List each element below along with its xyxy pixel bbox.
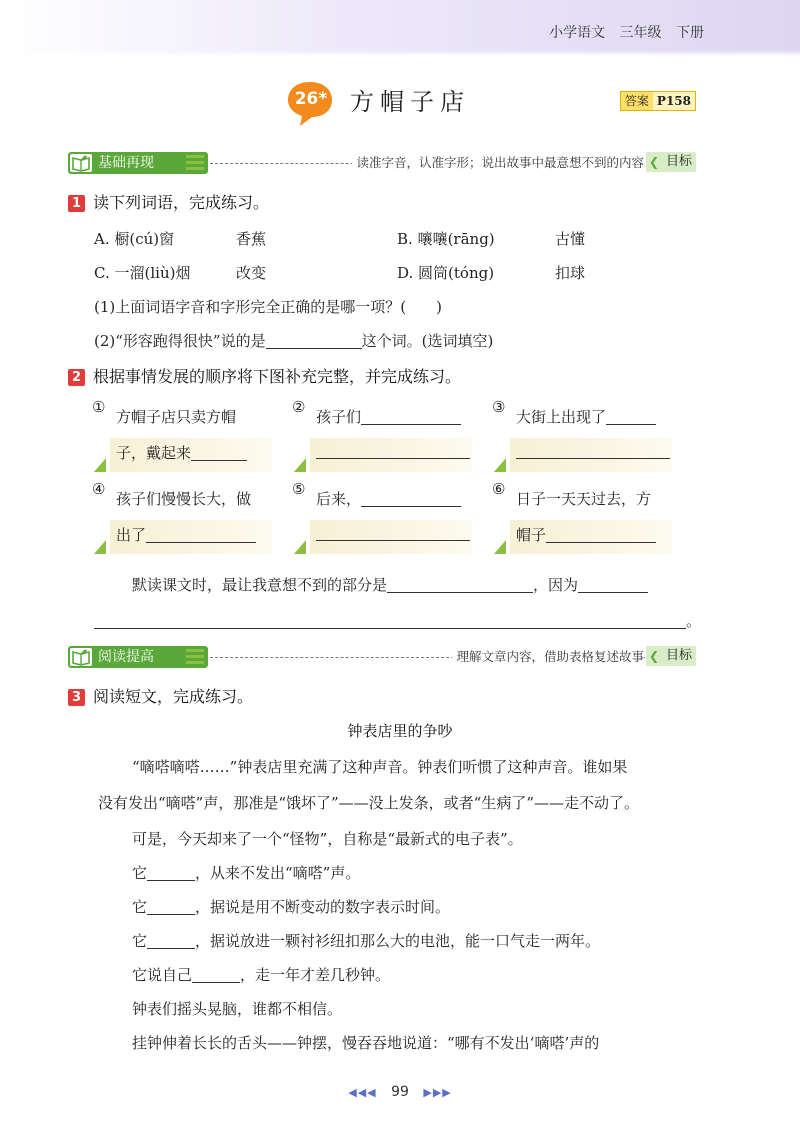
step-text: 大街上出现了 <box>516 406 656 427</box>
story-box-6 <box>492 480 672 558</box>
step-text-2 <box>316 524 470 542</box>
answer-blank[interactable] <box>387 576 533 593</box>
option-word: 一溜(liù)烟 <box>114 264 191 282</box>
pencil-tip-icon <box>94 458 106 472</box>
answer-blank[interactable] <box>578 576 648 593</box>
option-word: 橱(cú)窗 <box>114 230 175 248</box>
lesson-title: 方帽子店 <box>350 88 470 116</box>
answer-reference[interactable] <box>620 91 696 111</box>
answer-blank[interactable] <box>516 442 670 459</box>
step-text: 日子一天天过去，方 <box>516 490 652 508</box>
goal-tag <box>646 646 696 666</box>
grade-label: 三年级 <box>619 25 662 41</box>
step-text-2 <box>516 442 670 460</box>
step-text: 孩子们 <box>316 406 461 427</box>
answer-blank[interactable] <box>147 864 195 881</box>
q2-followup <box>132 574 648 595</box>
chevron-left-icon: ❮ <box>649 155 660 169</box>
answer-blank[interactable] <box>191 444 247 461</box>
step-number: ⑤ <box>292 480 306 498</box>
step-number: ① <box>92 398 106 416</box>
story-box-1 <box>92 398 272 476</box>
paragraph-6: 它说自己 ，走一年才差几秒钟。 <box>132 966 391 984</box>
answer-blank[interactable] <box>147 932 195 949</box>
answer-blank[interactable] <box>546 526 656 543</box>
paragraph-1-line-1: “嘀嗒嘀嗒……”钟表店里充满了这种声音。钟表们听惯了这种声音。谁如果 <box>132 758 628 776</box>
story-box-2 <box>292 398 472 476</box>
step-text: 后来， <box>316 488 461 509</box>
paragraph-2: 可是，今天却来了一个“怪物”，自称是“最新式的电子表”。 <box>132 830 523 848</box>
q2-followup-line2 <box>94 610 701 631</box>
answer-blank[interactable] <box>361 490 461 507</box>
answer-blank[interactable] <box>361 408 461 425</box>
step-text-2: 出了 <box>116 524 256 545</box>
step-number: ④ <box>92 480 106 498</box>
section-bar-basics <box>68 152 696 176</box>
option-word: 圆筒(tóng) <box>418 264 495 282</box>
sub-question-2-suffix: 这个词。(选词填空) <box>361 332 494 350</box>
answer-page: P158 <box>653 92 695 110</box>
section-goal: 读准字音，认准字形；说出故事中最意想不到的内容 <box>352 153 644 173</box>
pencil-tip-icon <box>294 540 306 554</box>
stripe-decoration <box>186 646 206 668</box>
chevron-left-icon: ❮ <box>649 649 660 663</box>
option-b <box>397 228 495 249</box>
step-text: 方帽子店只卖方帽 <box>116 408 237 426</box>
book-info <box>549 22 704 42</box>
goal-tag <box>646 152 696 172</box>
story-box-3 <box>492 398 672 476</box>
step-number: ③ <box>492 398 506 416</box>
question-1-heading <box>68 190 269 213</box>
step-text-2: 帽子 <box>516 524 656 545</box>
option-label: C. <box>94 264 110 282</box>
prev-arrows-icon: ◀◀◀ <box>348 1086 377 1099</box>
question-3-heading <box>68 684 253 707</box>
answer-blank[interactable] <box>606 408 656 425</box>
pencil-tip-icon <box>94 540 106 554</box>
followup-suffix: ，因为 <box>533 576 579 594</box>
story-box-4 <box>92 480 272 558</box>
option-label: B. <box>397 230 413 248</box>
paragraph-3: 它 ，从来不发出“嘀嗒”声。 <box>132 864 361 882</box>
answer-blank[interactable] <box>266 332 362 349</box>
answer-blank[interactable] <box>192 966 240 983</box>
question-number: 2 <box>68 369 85 386</box>
option-d-word2: 扣球 <box>555 264 586 282</box>
paragraph-7: 钟表们摇头晃脑，谁都不相信。 <box>132 1000 343 1018</box>
option-label: D. <box>397 264 414 282</box>
answer-blank[interactable] <box>147 898 195 915</box>
pencil-tip-icon <box>294 458 306 472</box>
step-text-2 <box>316 442 470 460</box>
next-arrows-icon: ▶▶▶ <box>423 1086 452 1099</box>
paragraph-1-line-2: 没有发出“嘀嗒”声，那准是“饿坏了”——没上发条，或者“生病了”——走不动了。 <box>98 794 640 812</box>
paragraph-5: 它 ，据说放进一颗衬衫纽扣那么大的电池，能一口气走一两年。 <box>132 932 601 950</box>
paragraph-4: 它 ，据说是用不断变动的数字表示时间。 <box>132 898 451 916</box>
section-name: 阅读提高 <box>98 649 154 665</box>
sub-question-2-text: (2)“形容跑得很快”说的是 <box>94 332 266 350</box>
sub-question-2 <box>94 330 493 351</box>
step-text: 孩子们慢慢长大，做 <box>116 490 252 508</box>
step-text-2: 子，戴起来 <box>116 442 247 463</box>
lesson-number-badge <box>286 80 334 120</box>
book-leaf-icon <box>70 648 92 666</box>
question-prompt: 根据事情发展的顺序将下图补充完整，并完成练习。 <box>93 367 462 386</box>
page-footer <box>0 1084 800 1100</box>
option-c <box>94 262 190 283</box>
period: 。 <box>686 612 702 630</box>
stripe-decoration <box>186 152 206 174</box>
story-box-5 <box>292 480 472 558</box>
step-number: ② <box>292 398 306 416</box>
paragraph-8: 挂钟伸着长长的舌头——钟摆，慢吞吞地说道：“哪有不发出‘嘀嗒’声的 <box>132 1034 600 1052</box>
option-label: A. <box>94 230 110 248</box>
page-number: 99 <box>391 1084 409 1100</box>
answer-label: 答案 <box>624 94 649 108</box>
subject-label: 小学语文 <box>549 25 606 41</box>
answer-blank[interactable] <box>316 442 470 459</box>
question-number: 1 <box>68 195 85 212</box>
option-word: 嚷嚷(rāng) <box>417 230 495 248</box>
step-number: ⑥ <box>492 480 506 498</box>
question-number: 3 <box>68 689 85 706</box>
option-d <box>397 262 494 283</box>
question-prompt: 读下列词语，完成练习。 <box>93 193 270 212</box>
answer-blank[interactable] <box>94 612 686 629</box>
goal-label: 目标 <box>665 154 692 169</box>
lesson-number: 26* <box>294 89 328 109</box>
option-c-word2: 改变 <box>236 264 267 282</box>
pencil-tip-icon <box>494 458 506 472</box>
sub-question-1: (1)上面词语字音和字形完全正确的是哪一项？( ) <box>94 298 442 316</box>
option-b-word2: 古懂 <box>555 230 586 248</box>
goal-label: 目标 <box>665 648 692 663</box>
answer-blank[interactable] <box>316 524 470 541</box>
option-a-word2: 香蕉 <box>236 230 267 248</box>
answer-blank[interactable] <box>146 526 256 543</box>
followup-text: 默读课文时，最让我意想不到的部分是 <box>132 576 388 594</box>
question-prompt: 阅读短文，完成练习。 <box>93 687 254 706</box>
section-goal: 理解文章内容，借助表格复述故事 <box>452 647 644 667</box>
pencil-tip-icon <box>494 540 506 554</box>
question-2-heading <box>68 364 461 387</box>
book-leaf-icon <box>70 154 92 172</box>
section-bar-reading <box>68 646 696 670</box>
option-a <box>94 228 174 249</box>
term-label: 下册 <box>676 25 704 41</box>
article-title: 钟表店里的争吵 <box>347 722 453 740</box>
section-name: 基础再现 <box>98 155 154 171</box>
